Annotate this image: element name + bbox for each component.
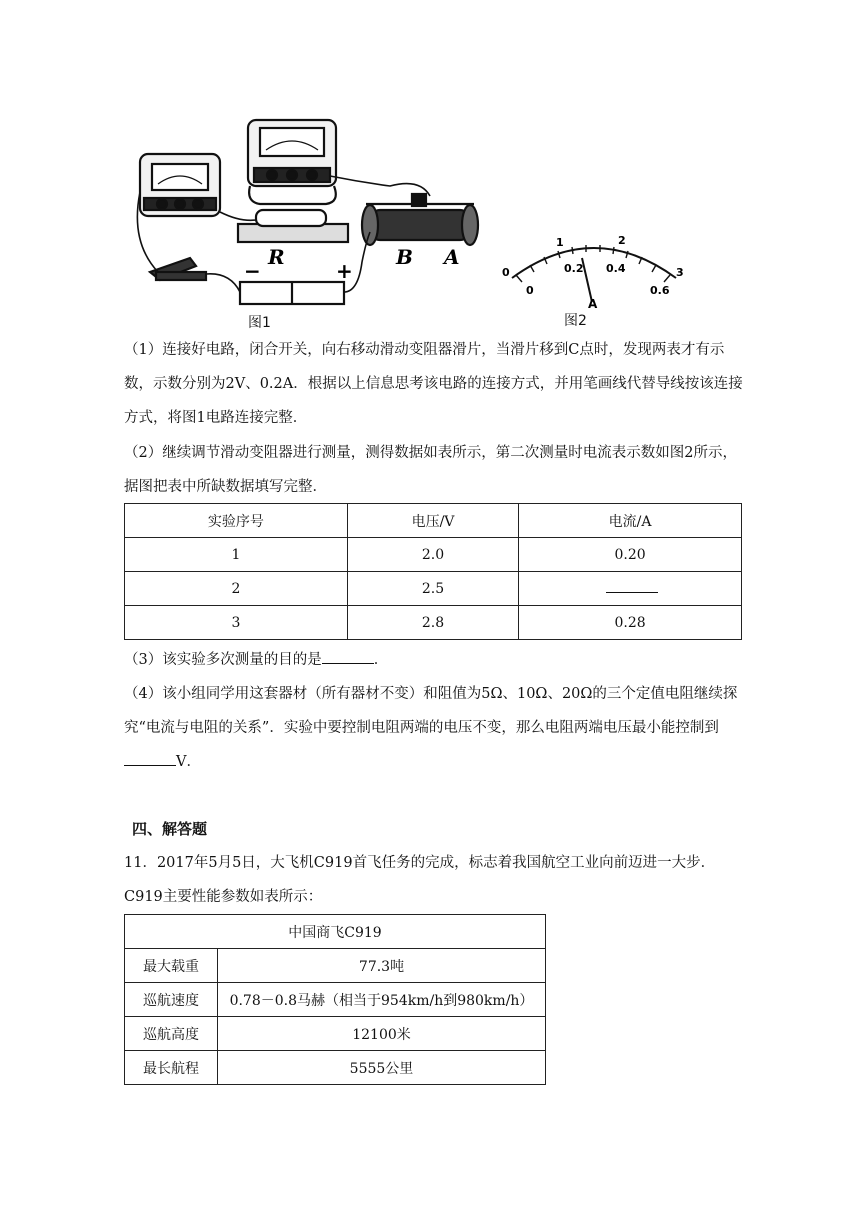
figure1-caption: 图1 xyxy=(248,315,271,331)
table-title: 中国商飞C919 xyxy=(125,915,546,949)
scale-bottom-1: 0.2 xyxy=(564,262,584,275)
table-cell: 5555公里 xyxy=(218,1051,546,1085)
scale-bottom-0: 0 xyxy=(526,284,534,297)
pointer-label: A xyxy=(588,297,598,310)
table-row xyxy=(125,949,546,983)
scale-top-3: 3 xyxy=(676,266,684,279)
table-cell: 最大载重 xyxy=(125,949,218,983)
c919-table xyxy=(124,914,546,1085)
table-cell: 2 xyxy=(125,572,348,606)
label-b: B xyxy=(396,245,413,269)
question-1: （1）连接好电路，闭合开关，向右移动滑动变阻器滑片，当滑片移到C点时，发现两表才有示数，示数分别为2V、0.2A．根据以上信息思考该电路的连接方式，并用笔画线代替导线按该连接方式，将图1电路连接完整． xyxy=(124,342,743,426)
table-row xyxy=(125,572,742,606)
table-cell: 最长航程 xyxy=(125,1051,218,1085)
rheostat-drawing xyxy=(362,194,478,245)
label-plus: + xyxy=(336,259,353,283)
scale-top-1: 1 xyxy=(556,236,564,249)
table-cell: 巡航高度 xyxy=(125,1017,218,1051)
answer-blank[interactable] xyxy=(606,580,658,593)
question-4 xyxy=(124,677,744,779)
question-3 xyxy=(124,643,744,677)
dial-arc xyxy=(512,248,676,278)
table-cell: 0.28 xyxy=(519,606,742,640)
question-3-suffix: ． xyxy=(373,652,389,668)
table-header: 电流/A xyxy=(519,504,742,538)
scale-top-0: 0 xyxy=(502,266,510,279)
table-row xyxy=(125,606,742,640)
resistor-drawing xyxy=(238,210,348,242)
circuit-figure xyxy=(130,112,490,312)
table-cell: 0.20 xyxy=(519,538,742,572)
table-row xyxy=(125,1051,546,1085)
table-cell: 3 xyxy=(125,606,348,640)
table-cell: 2.5 xyxy=(347,572,518,606)
table-row xyxy=(125,1017,546,1051)
question-3-text: （3）该实验多次测量的目的是 xyxy=(124,652,322,668)
label-r: R xyxy=(268,245,285,269)
label-a: A xyxy=(444,245,460,269)
ammeter-drawing xyxy=(248,120,336,204)
answer-blank[interactable] xyxy=(322,649,374,664)
table-row xyxy=(125,983,546,1017)
scale-bottom-3: 0.6 xyxy=(650,284,670,297)
table-cell: 12100米 xyxy=(218,1017,546,1051)
question-4-text: （4）该小组同学用这套器材（所有器材不变）和阻值为5Ω、10Ω、20Ω的三个定值电阻继续探究“电流与电阻的关系”．实验中要控制电阻两端的电压不变，那么电阻两端电压最小能控制到 xyxy=(124,686,738,736)
table-cell: 77.3吨 xyxy=(218,949,546,983)
table-cell: 2.8 xyxy=(347,606,518,640)
label-minus: − xyxy=(244,259,261,283)
table-cell: 1 xyxy=(125,538,348,572)
data-table xyxy=(124,503,742,640)
dial-ticks xyxy=(516,245,670,282)
answer-blank[interactable] xyxy=(124,751,176,766)
scale-top-2: 2 xyxy=(618,234,626,247)
scale-bottom-2: 0.4 xyxy=(606,262,626,275)
table-row xyxy=(125,538,742,572)
figure2-caption: 图2 xyxy=(564,313,587,329)
ammeter-dial-figure xyxy=(494,220,694,310)
table-header: 实验序号 xyxy=(125,504,348,538)
section-heading: 四、解答题 xyxy=(132,820,208,838)
question-2: （2）继续调节滑动变阻器进行测量，测得数据如表所示，第二次测量时电流表示数如图2所示，据图把表中所缺数据填写完整． xyxy=(124,445,737,495)
table-header: 电压/V xyxy=(347,504,518,538)
question-11: 11．2017年5月5日，大飞机C919首飞任务的完成，标志着我国航空工业向前迈进一大步．C919主要性能参数如表所示： xyxy=(124,855,716,905)
voltmeter-drawing xyxy=(140,154,220,216)
dial-pointer xyxy=(582,258,592,302)
table-cell: 2.0 xyxy=(347,538,518,572)
question-4-suffix: V． xyxy=(176,754,201,770)
table-title-row xyxy=(125,915,546,949)
switch-drawing xyxy=(150,258,206,280)
battery-drawing xyxy=(240,282,344,304)
table-cell-blank[interactable] xyxy=(519,572,742,606)
table-cell: 0.78－0.8马赫（相当于954km/h到980km/h） xyxy=(218,983,546,1017)
table-header-row xyxy=(125,504,742,538)
table-cell: 巡航速度 xyxy=(125,983,218,1017)
